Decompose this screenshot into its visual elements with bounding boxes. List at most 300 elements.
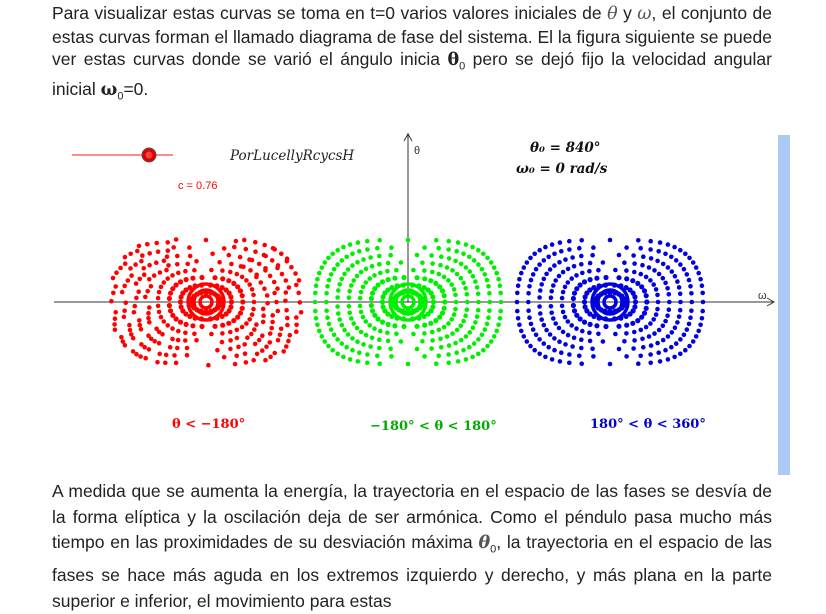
phase-point (453, 293, 458, 298)
phase-point (582, 320, 587, 325)
phase-point (673, 325, 678, 330)
phase-point (579, 337, 584, 342)
phase-point (313, 300, 318, 305)
phase-point (175, 262, 180, 267)
phase-point (549, 295, 554, 300)
phase-point (678, 292, 683, 297)
theta0-subscript: 0 (490, 543, 497, 556)
phase-point (550, 242, 555, 247)
phase-point (369, 296, 374, 301)
phase-point (682, 333, 687, 338)
phase-point (553, 321, 558, 326)
phase-point (190, 323, 195, 328)
phase-point (185, 353, 190, 358)
phase-point (122, 308, 127, 313)
phase-point (700, 291, 705, 296)
slider-label: c = 0.76 (178, 180, 218, 192)
phase-point (341, 245, 346, 250)
phase-point (222, 246, 227, 251)
phase-point (588, 261, 593, 266)
phase-point (476, 292, 481, 297)
phase-point (428, 321, 433, 326)
phase-point (313, 309, 318, 314)
phase-point (674, 341, 679, 346)
phase-point (194, 338, 199, 343)
phase-point (389, 354, 394, 359)
phase-point (147, 263, 152, 268)
phase-point (364, 280, 369, 285)
phase-point (260, 333, 265, 338)
phase-point (377, 262, 382, 267)
phase-point (698, 277, 703, 282)
phase-point (129, 273, 134, 278)
phase-point (590, 253, 595, 258)
phase-point (165, 254, 170, 259)
phase-point (212, 324, 217, 329)
phase-point (128, 328, 133, 333)
phase-point (268, 340, 273, 345)
phase-point (567, 247, 572, 252)
phase-point (542, 277, 547, 282)
phase-point (401, 324, 406, 329)
phase-point (265, 293, 270, 298)
phase-point (579, 361, 584, 366)
phase-point (446, 352, 451, 357)
phase-point (632, 261, 637, 266)
phase-point (234, 354, 239, 359)
phase-point (579, 262, 584, 267)
phase-point (700, 316, 705, 321)
phase-point (648, 247, 653, 252)
phase-point (587, 269, 592, 274)
phase-point (452, 287, 457, 292)
phase-point (167, 296, 172, 301)
phase-point (476, 352, 481, 357)
phase-point (138, 323, 143, 328)
phase-point (229, 299, 234, 304)
phase-point (365, 239, 370, 244)
phase-point (368, 344, 373, 349)
phase-point (566, 319, 571, 324)
phase-point (361, 285, 366, 290)
phase-point (549, 311, 554, 316)
phase-point (199, 275, 204, 280)
phase-point (473, 279, 478, 284)
phase-point (571, 296, 576, 301)
phase-point (335, 304, 340, 309)
region-label-right: 180° < θ < 360° (590, 417, 706, 432)
phase-point (261, 313, 266, 318)
phase-point (422, 331, 427, 336)
phase-point (401, 275, 406, 280)
phase-point (663, 281, 668, 286)
phase-point (459, 262, 464, 267)
phase-point (557, 260, 562, 265)
phase-point (347, 289, 352, 294)
phase-point (358, 304, 363, 309)
phase-point (613, 332, 618, 337)
phase-point (254, 322, 259, 327)
phase-point (145, 242, 150, 247)
phase-point (268, 331, 273, 336)
phase-point (438, 337, 443, 342)
phase-point (377, 238, 382, 243)
phase-point (579, 238, 584, 243)
phase-point (522, 265, 527, 270)
phase-point (553, 278, 558, 283)
phase-point (228, 330, 233, 335)
phase-point (133, 262, 138, 267)
phase-point (253, 249, 258, 254)
phase-point (344, 345, 349, 350)
phase-point (480, 267, 485, 272)
phase-point (663, 348, 668, 353)
phase-point (261, 320, 266, 325)
phase-point (220, 268, 225, 273)
phase-point (579, 346, 584, 351)
phase-point (121, 339, 126, 344)
phase-point (572, 308, 577, 313)
vertical-scrollbar[interactable] (778, 135, 790, 475)
phase-point (690, 300, 695, 305)
phase-point (392, 323, 397, 328)
phase-point (232, 245, 237, 250)
phase-point (365, 352, 370, 357)
phase-point (272, 291, 277, 296)
phase-point (572, 264, 577, 269)
phase-point (128, 266, 133, 271)
phase-point (227, 253, 232, 258)
phase-point (678, 262, 683, 267)
phase-point (422, 354, 427, 359)
phase-point (631, 253, 636, 258)
phase-point (284, 290, 289, 295)
phase-point (673, 274, 678, 279)
phase-point (549, 304, 554, 309)
phase-point (220, 323, 225, 328)
phase-point (272, 351, 277, 356)
phase-point (667, 300, 672, 305)
phase-point (356, 359, 361, 364)
phase-point (336, 288, 341, 293)
phase-point (577, 246, 582, 251)
phase-point (332, 267, 337, 272)
phase-point (538, 311, 543, 316)
phase-point (240, 293, 245, 298)
phase-point (172, 353, 177, 358)
phase-point (594, 323, 599, 328)
phase-point (157, 310, 162, 315)
phase-point (324, 300, 329, 305)
phase-point (450, 331, 455, 336)
phase-point (414, 275, 419, 280)
phase-point (488, 300, 493, 305)
phase-point (678, 308, 683, 313)
phase-point (569, 276, 574, 281)
phase-point (561, 330, 566, 335)
phase-point (139, 259, 144, 264)
phase-point (358, 296, 363, 301)
phase-point (465, 292, 470, 297)
phase-point (123, 261, 128, 266)
phase-point (579, 254, 584, 259)
phase-point (531, 327, 536, 332)
phase-point (370, 264, 375, 269)
phase-point (415, 253, 420, 258)
phase-point (122, 315, 127, 320)
phase-point (485, 256, 490, 261)
energy-paragraph (52, 479, 772, 614)
phase-point (298, 300, 303, 305)
phase-point (498, 291, 503, 296)
phase-point (347, 295, 352, 300)
phase-point (347, 311, 352, 316)
phase-point (639, 328, 644, 333)
phase-point (406, 362, 411, 367)
phase-point (648, 352, 653, 357)
phase-point (616, 275, 621, 280)
phase-point (442, 293, 447, 298)
phase-point (563, 285, 568, 290)
phase-point (146, 316, 151, 321)
phase-point (439, 254, 444, 259)
phase-point (236, 345, 241, 350)
phase-point (454, 300, 459, 305)
phase-point (294, 283, 299, 288)
phase-point (486, 284, 491, 289)
phase-point (498, 283, 503, 288)
phase-point (253, 342, 258, 347)
phase-point (361, 257, 366, 262)
phase-point (519, 271, 524, 276)
phase-point (552, 348, 557, 353)
phase-point (139, 342, 144, 347)
phase-point (389, 245, 394, 250)
phase-point (174, 237, 179, 242)
phase-point (550, 357, 555, 362)
phase-point (430, 330, 435, 335)
phase-point (437, 328, 442, 333)
phase-point (238, 255, 243, 260)
phase-point (655, 259, 660, 264)
phase-point (335, 352, 340, 357)
phase-point (386, 339, 391, 344)
phase-point (452, 312, 457, 317)
phase-point (537, 337, 542, 342)
phase-point (434, 238, 439, 243)
phase-point (314, 316, 319, 321)
phase-point (446, 361, 451, 366)
phase-point (170, 337, 175, 342)
phase-point (386, 277, 391, 282)
phase-point (166, 248, 171, 253)
phase-point (561, 310, 566, 315)
phase-point (442, 306, 447, 311)
phase-point (332, 333, 337, 338)
phase-point (661, 324, 666, 329)
phase-point (344, 254, 349, 259)
phase-point (652, 268, 657, 273)
phase-point (468, 269, 473, 274)
phase-point (560, 304, 565, 309)
phase-point (329, 327, 334, 332)
theta-axis-label: θ (414, 145, 421, 157)
phase-point (574, 273, 579, 278)
phase-point (235, 315, 240, 320)
phase-point (127, 323, 132, 328)
phase-point (644, 325, 649, 330)
phase-point (481, 252, 486, 257)
phase-point (687, 322, 692, 327)
phase-point (149, 284, 154, 289)
phase-point (357, 350, 362, 355)
phase-point (529, 322, 534, 327)
phase-point (546, 345, 551, 350)
phase-point (361, 315, 366, 320)
phase-point (499, 300, 504, 305)
phase-point (192, 268, 197, 273)
phase-point (167, 303, 172, 308)
phase-point (517, 323, 522, 328)
phase-point (464, 357, 469, 362)
text-segment: y (617, 3, 638, 23)
phase-point (147, 305, 152, 310)
phase-point (622, 260, 627, 265)
phase-point (335, 295, 340, 300)
phase-point (245, 335, 250, 340)
phase-point (250, 287, 255, 292)
theta0-subscript: 0 (459, 60, 466, 73)
phase-point (638, 354, 643, 359)
phase-point (446, 239, 451, 244)
phase-point (430, 294, 435, 299)
phase-point (476, 300, 481, 305)
phase-point (665, 286, 670, 291)
phase-point (260, 348, 265, 353)
phase-point (617, 253, 622, 258)
phase-point (123, 255, 128, 260)
phase-point (178, 299, 183, 304)
phase-point (608, 362, 613, 367)
phase-point (630, 321, 635, 326)
phase-point (226, 278, 231, 283)
phase-point (372, 273, 377, 278)
phase-point (138, 277, 143, 282)
phase-point (644, 293, 649, 298)
phase-point (392, 276, 397, 281)
phase-point (656, 350, 661, 355)
phase-point (324, 308, 329, 313)
phase-point (109, 299, 114, 304)
phase-point (539, 282, 544, 287)
phase-point (159, 285, 164, 290)
phase-point (244, 321, 249, 326)
phase-point (399, 260, 404, 265)
phase-point (632, 270, 637, 275)
phase-point (682, 267, 687, 272)
phase-point (152, 273, 157, 278)
phase-point (113, 284, 118, 289)
phase-point (233, 362, 238, 367)
phase-point (235, 336, 240, 341)
phase-point (529, 278, 534, 283)
omega0-symbol: ω (100, 80, 118, 101)
phase-point (632, 330, 637, 335)
phase-point (388, 253, 393, 258)
phase-point (234, 239, 239, 244)
phase-point (129, 332, 134, 337)
phase-point (294, 315, 299, 320)
phase-point (190, 276, 195, 281)
phase-point (436, 246, 441, 251)
phase-point (170, 313, 175, 318)
phase-point (320, 265, 325, 270)
phase-point (476, 337, 481, 342)
phase-point (337, 282, 342, 287)
phase-point (566, 333, 571, 338)
phase-point (154, 327, 159, 332)
phase-point (617, 347, 622, 352)
phase-point (691, 260, 696, 265)
phase-point (467, 254, 472, 259)
phase-point (297, 278, 302, 283)
phase-point (453, 341, 458, 346)
phase-point (270, 313, 275, 318)
phase-point (134, 281, 139, 286)
phase-point (537, 295, 542, 300)
phase-point (299, 310, 304, 315)
phase-point (543, 245, 548, 250)
phase-point (454, 249, 459, 254)
phase-point (654, 287, 659, 292)
phase-point (335, 262, 340, 267)
phase-point (630, 278, 635, 283)
phase-point (251, 293, 256, 298)
phase-point (440, 288, 445, 293)
phase-point (351, 278, 356, 283)
phase-point (580, 271, 585, 276)
phase-point (350, 252, 355, 257)
phase-point (624, 276, 629, 281)
phase-point (655, 307, 660, 312)
phase-point (651, 317, 656, 322)
phase-point (279, 252, 284, 257)
phase-point (442, 275, 447, 280)
phase-point (463, 313, 468, 318)
phase-point (370, 291, 375, 296)
phase-point (411, 268, 416, 273)
phase-point (657, 272, 662, 277)
phase-point (651, 282, 656, 287)
phase-point (377, 254, 382, 259)
phase-point (137, 244, 142, 249)
phase-point (641, 345, 646, 350)
phase-point (113, 327, 118, 332)
phase-point (574, 313, 579, 318)
phase-point (648, 239, 653, 244)
phase-point (588, 322, 593, 327)
phase-point (138, 354, 143, 359)
phase-point (669, 345, 674, 350)
phase-point (544, 328, 549, 333)
phase-point (549, 289, 554, 294)
phase-point (235, 328, 240, 333)
phase-point (340, 323, 345, 328)
phase-point (639, 272, 644, 277)
phase-point (253, 240, 258, 245)
phase-point (696, 271, 701, 276)
phase-point (137, 318, 142, 323)
